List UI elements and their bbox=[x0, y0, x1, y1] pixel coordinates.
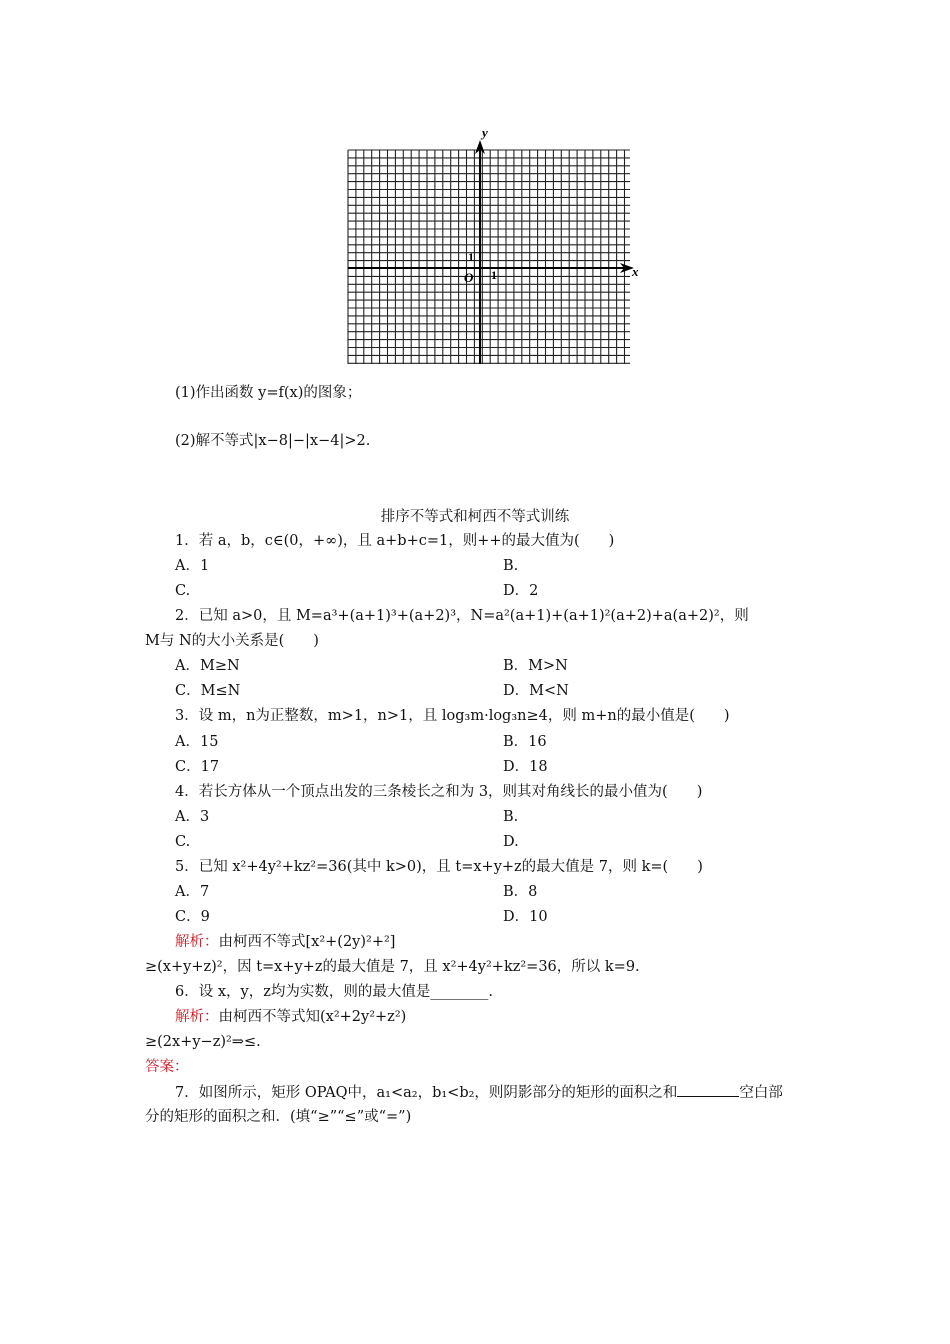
q2-option-a: A．M≥N bbox=[175, 658, 240, 674]
y-tick-label: 1 bbox=[468, 250, 474, 264]
q2-option-d: D．M<N bbox=[503, 683, 569, 699]
q6-answer-label: 答案： bbox=[145, 1059, 189, 1075]
q6-analysis-line1 bbox=[175, 1007, 406, 1027]
q6-analysis-line2: ≥(2x+y−z)²⇒≤. bbox=[145, 1034, 261, 1050]
origin-label: O bbox=[464, 270, 474, 285]
q7-stem-part1: 7．如图所示，矩形 OPAQ中，a₁<a₂，b₁<b₂，则阴影部分的矩形的面积之和 bbox=[175, 1085, 678, 1101]
q7-stem-line2: 分的矩形的面积之和．(填“≥”“≤”或“=”) bbox=[145, 1109, 412, 1125]
q1-stem: 1．若 a，b，c∈(0，+∞)，且 a+b+c=1，则++的最大值为( ) bbox=[175, 533, 615, 549]
x-tick-label: 1 bbox=[491, 268, 497, 282]
q5-analysis-line1 bbox=[175, 932, 395, 952]
q1-option-b: B. bbox=[503, 558, 519, 574]
task-part1: (1)作出函数 y=f(x)的图象； bbox=[175, 385, 362, 401]
q4-option-a: A．3 bbox=[175, 809, 210, 825]
q1-option-d: D．2 bbox=[503, 583, 539, 599]
q5-stem: 5．已知 x²+4y²+kz²=36(其中 k>0)，且 t=x+y+z的最大值是 7，则 k=( ) bbox=[175, 859, 703, 875]
x-axis-label: x bbox=[632, 264, 639, 279]
q7-stem-part2: 空白部 bbox=[739, 1085, 783, 1101]
q5-option-b: B．8 bbox=[503, 884, 538, 900]
q1-option-c: C. bbox=[175, 583, 191, 599]
q3-option-a: A．15 bbox=[175, 734, 219, 750]
y-axis-label: y bbox=[482, 125, 488, 140]
q7-stem-line1 bbox=[175, 1082, 783, 1103]
grid-lines bbox=[348, 150, 630, 364]
q5-analysis-line2: ≥(x+y+z)²，因 t=x+y+z的最大值是 7，且 x²+4y²+kz²=36，所以 k=9. bbox=[145, 959, 640, 975]
q4-option-c: C. bbox=[175, 834, 191, 850]
q5-analysis-text: 由柯西不等式[x²+(2y)²+²] bbox=[218, 934, 396, 950]
q4-stem: 4．若长方体从一个顶点出发的三条棱长之和为 3，则其对角线长的最小值为( ) bbox=[175, 784, 703, 800]
q7-answer-blank bbox=[677, 1082, 739, 1097]
q6-analysis-label: 解析： bbox=[175, 1009, 219, 1025]
q3-stem: 3．设 m，n为正整数，m>1，n>1，且 log₃m·log₃n≥4，则 m+n的最小值是( ) bbox=[175, 708, 730, 724]
q2-option-b: B．M>N bbox=[503, 658, 568, 674]
q5-option-c: C．9 bbox=[175, 909, 210, 925]
q2-option-c: C．M≤N bbox=[175, 683, 241, 699]
q6-analysis-text: 由柯西不等式知(x²+2y²+z²) bbox=[218, 1009, 407, 1025]
q3-option-b: B．16 bbox=[503, 734, 547, 750]
q4-option-d: D. bbox=[503, 834, 519, 850]
q5-option-d: D．10 bbox=[503, 909, 548, 925]
q3-option-d: D．18 bbox=[503, 759, 548, 775]
q5-option-a: A．7 bbox=[175, 884, 210, 900]
section-title: 排序不等式和柯西不等式训练 bbox=[380, 509, 570, 525]
q1-option-a: A．1 bbox=[175, 558, 210, 574]
q5-analysis-label: 解析： bbox=[175, 934, 219, 950]
task-part2: (2)解不等式|x−8|−|x−4|>2. bbox=[175, 433, 371, 449]
q4-option-b: B. bbox=[503, 809, 519, 825]
q2-stem-line1: 2．已知 a>0，且 M=a³+(a+1)³+(a+2)³，N=a²(a+1)+(a+1)²(a+2)+a(a+2)²，则 bbox=[175, 608, 749, 624]
coordinate-grid-figure bbox=[340, 118, 640, 376]
q2-stem-line2: M与 N的大小关系是( ) bbox=[145, 633, 319, 649]
q3-option-c: C．17 bbox=[175, 759, 220, 775]
q6-stem: 6．设 x，y，z均为实数，则的最大值是________. bbox=[175, 984, 493, 1000]
